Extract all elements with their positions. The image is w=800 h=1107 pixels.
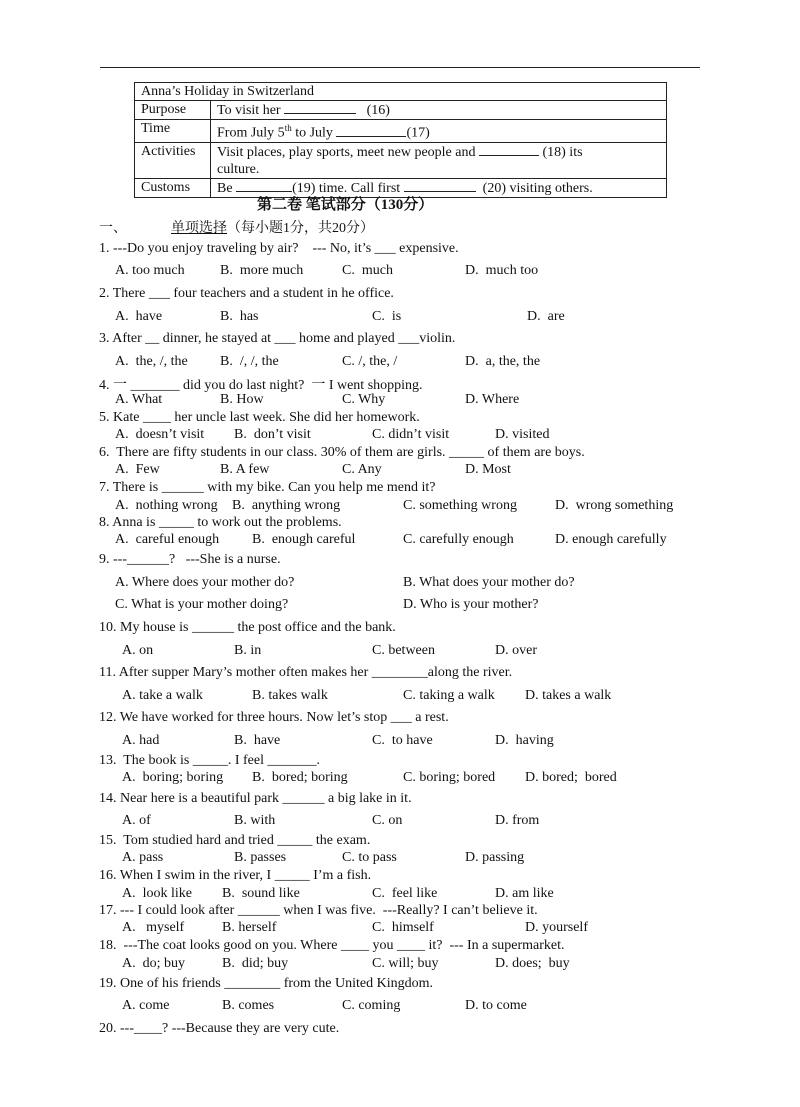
answer-option: A. Few — [115, 462, 160, 477]
answer-option: C. feel like — [372, 886, 438, 901]
answer-option: D. a, the, the — [465, 354, 541, 369]
answer-option: A. myself — [122, 920, 185, 935]
answer-option: B. sound like — [222, 886, 300, 901]
answer-option: B. has — [220, 309, 259, 324]
answer-option: C. on — [372, 813, 403, 828]
question-text: 3. After __ dinner, he stayed at ___ home and played ___violin. — [99, 331, 456, 346]
answer-option: D. wrong something — [555, 498, 674, 513]
answer-option: B. don’t visit — [234, 427, 311, 442]
question-text: 2. There ___ four teachers and a student in he office. — [99, 286, 394, 301]
row-text: (17) — [406, 125, 430, 141]
question-text: 15. Tom studied hard and tried _____ the exam. — [99, 833, 371, 848]
blank-18 — [479, 143, 539, 156]
question-text: 20. ---____? ---Because they are very cute. — [99, 1021, 340, 1036]
answer-option: C. Any — [342, 462, 382, 477]
answer-option: A. boring; boring — [122, 770, 224, 785]
answer-option: B. did; buy — [222, 956, 289, 971]
answer-option: D. are — [527, 309, 565, 324]
answer-option: C. taking a walk — [403, 688, 495, 703]
answer-option: B. enough careful — [252, 532, 356, 547]
part-title: 单项选择 — [171, 221, 227, 236]
question-text: 1. ---Do you enjoy traveling by air? --- No, it’s ___ expensive. — [99, 241, 459, 256]
options-row — [0, 532, 800, 550]
question-text: 4. 一 _______ did you do last night? 一 I went shopping. — [99, 378, 423, 393]
row-value — [211, 101, 667, 120]
answer-option: C. Why — [342, 392, 386, 407]
table-row — [135, 101, 667, 120]
options-row — [0, 920, 800, 938]
answer-option: B. What does your mother do? — [403, 575, 575, 590]
answer-option: C. is — [372, 309, 402, 324]
answer-option: C. much — [342, 263, 393, 278]
options-row — [0, 688, 800, 706]
row-text: To visit her — [217, 103, 285, 118]
answer-option: B. more much — [220, 263, 304, 278]
answer-option: C. What is your mother doing? — [115, 597, 289, 612]
answer-option: D. yourself — [525, 920, 588, 935]
row-value — [211, 142, 667, 178]
answer-option: B. comes — [222, 998, 275, 1013]
question-text: 17. --- I could look after ______ when I was five. ---Really? I can’t believe it. — [99, 903, 538, 918]
answer-option: A. too much — [115, 263, 185, 278]
row-label: Purpose — [135, 101, 211, 120]
question-text: 11. After supper Mary’s mother often makes her ________along the river. — [99, 665, 513, 680]
answer-option: D. from — [495, 813, 540, 828]
answer-option: A. take a walk — [122, 688, 203, 703]
options-row — [0, 956, 800, 974]
row-text: (18) its — [538, 144, 583, 160]
answer-option: A. of — [122, 813, 151, 828]
answer-option: A. the, /, the — [115, 354, 188, 369]
options-row — [0, 392, 800, 410]
answer-option: B. How — [220, 392, 264, 407]
answer-option: C. to pass — [342, 850, 397, 865]
blank-17 — [336, 124, 406, 137]
answer-option: B. /, /, the — [220, 354, 279, 369]
answer-option: C. between — [372, 643, 435, 658]
answer-option: D. does; buy — [495, 956, 570, 971]
table-row — [135, 120, 667, 143]
options-row — [0, 886, 800, 904]
options-row — [0, 733, 800, 751]
answer-option: D. Who is your mother? — [403, 597, 539, 612]
answer-option: A. What — [115, 392, 163, 407]
answer-option: C. carefully enough — [403, 532, 514, 547]
blank-16 — [284, 101, 356, 114]
answer-option: D. enough carefully — [555, 532, 667, 547]
options-row — [0, 770, 800, 788]
answer-option: C. something wrong — [403, 498, 517, 513]
options-row — [0, 427, 800, 445]
options-row — [0, 850, 800, 868]
answer-option: D. Where — [465, 392, 520, 407]
question-text: 10. My house is ______ the post office and the bank. — [99, 620, 396, 635]
question-text: 7. There is ______ with my bike. Can you help me mend it? — [99, 480, 436, 495]
answer-option: A. on — [122, 643, 154, 658]
row-text: to July — [291, 125, 337, 141]
holiday-table — [134, 82, 667, 198]
header-rule — [100, 67, 700, 68]
answer-option: D. over — [495, 643, 537, 658]
part-number: 一、 — [99, 221, 127, 236]
question-text: 12. We have worked for three hours. Now let’s stop ___ a rest. — [99, 710, 449, 725]
answer-option: C. /, the, / — [342, 354, 398, 369]
options-row — [0, 309, 800, 327]
options-row — [0, 643, 800, 661]
answer-option: B. passes — [234, 850, 287, 865]
row-label: Customs — [135, 178, 211, 197]
answer-option: A. had — [122, 733, 160, 748]
answer-option: D. Most — [465, 462, 511, 477]
section-title: 第二卷 笔试部分（130分） — [257, 197, 434, 213]
answer-option: A. have — [115, 309, 163, 324]
answer-option: A. nothing wrong — [115, 498, 218, 513]
answer-option: B. in — [234, 643, 262, 658]
part-heading — [99, 217, 374, 237]
options-row — [0, 575, 800, 593]
question-text: 5. Kate ____ her uncle last week. She did her homework. — [99, 410, 420, 425]
answer-option: D. takes a walk — [525, 688, 612, 703]
answer-option: D. having — [495, 733, 554, 748]
answer-option: A. careful enough — [115, 532, 220, 547]
options-row — [0, 597, 800, 615]
part-note: （每小题1分，共20分） — [227, 221, 374, 236]
answer-option: A. come — [122, 998, 170, 1013]
answer-option: A. Where does your mother do? — [115, 575, 295, 590]
question-text: 8. Anna is _____ to work out the problems. — [99, 515, 342, 530]
answer-option: B. takes walk — [252, 688, 328, 703]
options-row — [0, 354, 800, 372]
row-label: Activities — [135, 142, 211, 178]
answer-option: D. much too — [465, 263, 539, 278]
row-text: culture. — [217, 161, 260, 177]
row-text: Visit places, play sports, meet new people and — [217, 144, 479, 160]
question-text: 18. ---The coat looks good on you. Where ____ you ____ it? --- In a supermarket. — [99, 938, 565, 953]
question-text: 9. ---______? ---She is a nurse. — [99, 552, 281, 567]
answer-option: C. coming — [342, 998, 401, 1013]
options-row — [0, 998, 800, 1016]
answer-option: C. boring; bored — [403, 770, 496, 785]
answer-option: B. with — [234, 813, 276, 828]
row-text: (19) time. Call first — [292, 180, 404, 196]
options-row — [0, 462, 800, 480]
row-value — [211, 120, 667, 143]
row-text-sup: th — [284, 123, 292, 133]
question-text: 13. The book is _____. I feel _______. — [99, 753, 320, 768]
answer-option: A. pass — [122, 850, 164, 865]
row-text: Be — [217, 180, 237, 196]
answer-option: C. will; buy — [372, 956, 439, 971]
options-row — [0, 263, 800, 281]
row-text: (16) — [366, 103, 390, 118]
options-row — [0, 813, 800, 831]
table-row — [135, 142, 667, 178]
answer-option: D. bored; bored — [525, 770, 617, 785]
answer-option: B. bored; boring — [252, 770, 348, 785]
question-text: 14. Near here is a beautiful park ______ a big lake in it. — [99, 791, 412, 806]
row-label: Time — [135, 120, 211, 143]
answer-option: D. to come — [465, 998, 527, 1013]
answer-option: A. look like — [122, 886, 192, 901]
answer-option: D. am like — [495, 886, 554, 901]
answer-option: D. visited — [495, 427, 550, 442]
blank-19 — [236, 179, 292, 192]
answer-option: A. do; buy — [122, 956, 185, 971]
table-title: Anna’s Holiday in Switzerland — [135, 83, 667, 101]
answer-option: C. didn’t visit — [372, 427, 450, 442]
question-text: 16. When I swim in the river, I _____ I’m a fish. — [99, 868, 372, 883]
answer-option: C. to have — [372, 733, 433, 748]
answer-option: B. A few — [220, 462, 270, 477]
blank-20 — [404, 179, 476, 192]
answer-option: B. have — [234, 733, 281, 748]
answer-option: D. passing — [465, 850, 525, 865]
answer-option: C. himself — [372, 920, 434, 935]
answer-option: B. anything wrong — [232, 498, 341, 513]
table-title-row — [135, 83, 667, 101]
question-text: 19. One of his friends ________ from the United Kingdom. — [99, 976, 434, 991]
answer-option: B. herself — [222, 920, 277, 935]
answer-option: A. doesn’t visit — [115, 427, 205, 442]
row-text: (20) visiting others. — [482, 180, 593, 196]
options-row — [0, 498, 800, 516]
question-text: 6. There are fifty students in our class. 30% of them are girls. _____ of them are boys. — [99, 445, 585, 460]
row-text: From July 5 — [217, 125, 285, 141]
